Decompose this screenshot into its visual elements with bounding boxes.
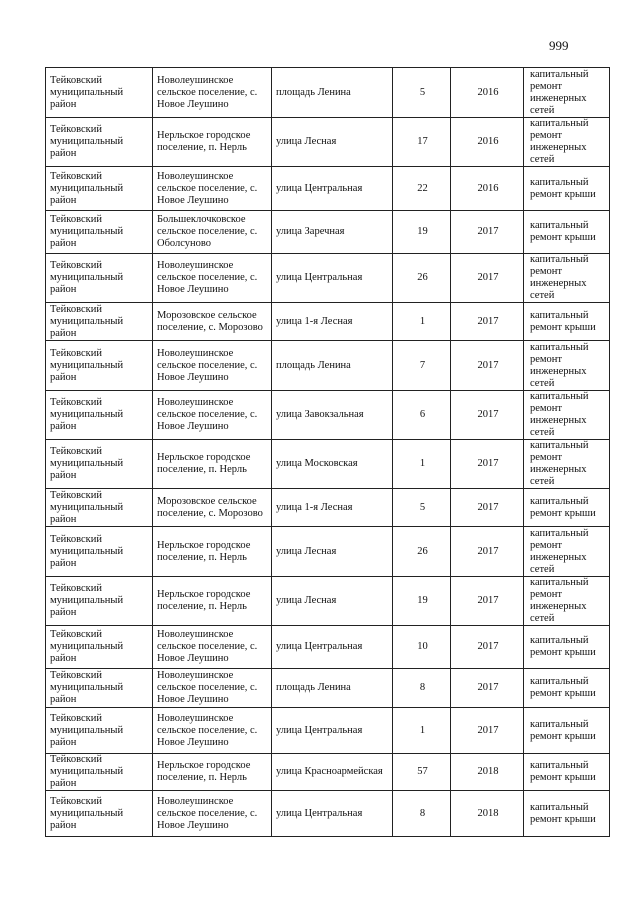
district-cell: Тейковский муниципальный район <box>46 341 153 391</box>
street-cell: улица Центральная <box>272 708 393 754</box>
table-row <box>46 626 610 669</box>
page-number: 999 <box>549 38 569 53</box>
street-cell: улица Лесная <box>272 527 393 577</box>
work-type-cell: капитальный ремонт крыши <box>524 626 610 669</box>
settlement-cell: Новолеушинское сельское поселение, с. Новое Леушино <box>153 669 272 708</box>
year-cell: 2016 <box>451 167 524 211</box>
table-row <box>46 527 610 577</box>
settlement-cell: Новолеушинское сельское поселение, с. Новое Леушино <box>153 341 272 391</box>
district-cell: Тейковский муниципальный район <box>46 626 153 669</box>
table-row <box>46 708 610 754</box>
table-row <box>46 167 610 211</box>
house-number-cell: 1 <box>393 440 451 489</box>
settlement-cell: Нерльское городское поселение, п. Нерль <box>153 577 272 626</box>
house-number-cell: 5 <box>393 489 451 527</box>
house-number-cell: 19 <box>393 577 451 626</box>
year-cell: 2017 <box>451 254 524 303</box>
work-type-cell: капитальный ремонт инженерных сетей <box>524 391 610 440</box>
settlement-cell: Новолеушинское сельское поселение, с. Новое Леушино <box>153 708 272 754</box>
house-number-cell: 8 <box>393 791 451 837</box>
year-cell: 2017 <box>451 391 524 440</box>
work-type-cell: капитальный ремонт инженерных сетей <box>524 577 610 626</box>
house-number-cell: 57 <box>393 754 451 791</box>
settlement-cell: Морозовское сельское поселение, с. Морозово <box>153 489 272 527</box>
settlement-cell: Новолеушинское сельское поселение, с. Новое Леушино <box>153 68 272 118</box>
work-type-cell: капитальный ремонт инженерных сетей <box>524 68 610 118</box>
house-number-cell: 6 <box>393 391 451 440</box>
settlement-cell: Новолеушинское сельское поселение, с. Новое Леушино <box>153 167 272 211</box>
table-row <box>46 489 610 527</box>
work-type-cell: капитальный ремонт инженерных сетей <box>524 527 610 577</box>
house-number-cell: 1 <box>393 303 451 341</box>
district-cell: Тейковский муниципальный район <box>46 754 153 791</box>
housing-repair-table <box>45 67 610 837</box>
district-cell: Тейковский муниципальный район <box>46 527 153 577</box>
street-cell: площадь Ленина <box>272 68 393 118</box>
street-cell: улица Центральная <box>272 167 393 211</box>
table-row <box>46 669 610 708</box>
year-cell: 2017 <box>451 708 524 754</box>
street-cell: площадь Ленина <box>272 669 393 708</box>
district-cell: Тейковский муниципальный район <box>46 68 153 118</box>
house-number-cell: 19 <box>393 211 451 254</box>
street-cell: улица Заречная <box>272 211 393 254</box>
year-cell: 2018 <box>451 754 524 791</box>
settlement-cell: Большеклочковское сельское поселение, с. Оболсуново <box>153 211 272 254</box>
work-type-cell: капитальный ремонт инженерных сетей <box>524 254 610 303</box>
year-cell: 2018 <box>451 791 524 837</box>
year-cell: 2017 <box>451 527 524 577</box>
settlement-cell: Новолеушинское сельское поселение, с. Новое Леушино <box>153 791 272 837</box>
district-cell: Тейковский муниципальный район <box>46 254 153 303</box>
year-cell: 2017 <box>451 577 524 626</box>
house-number-cell: 26 <box>393 254 451 303</box>
settlement-cell: Нерльское городское поселение, п. Нерль <box>153 440 272 489</box>
street-cell: улица 1-я Лесная <box>272 303 393 341</box>
table-row <box>46 391 610 440</box>
street-cell: улица 1-я Лесная <box>272 489 393 527</box>
table-row <box>46 118 610 167</box>
settlement-cell: Новолеушинское сельское поселение, с. Новое Леушино <box>153 626 272 669</box>
district-cell: Тейковский муниципальный район <box>46 391 153 440</box>
district-cell: Тейковский муниципальный район <box>46 669 153 708</box>
district-cell: Тейковский муниципальный район <box>46 791 153 837</box>
street-cell: улица Центральная <box>272 626 393 669</box>
year-cell: 2017 <box>451 303 524 341</box>
work-type-cell: капитальный ремонт инженерных сетей <box>524 118 610 167</box>
settlement-cell: Морозовское сельское поселение, с. Морозово <box>153 303 272 341</box>
table-row <box>46 577 610 626</box>
work-type-cell: капитальный ремонт инженерных сетей <box>524 440 610 489</box>
house-number-cell: 1 <box>393 708 451 754</box>
district-cell: Тейковский муниципальный район <box>46 303 153 341</box>
table-row <box>46 791 610 837</box>
table-row <box>46 211 610 254</box>
street-cell: улица Красноармейская <box>272 754 393 791</box>
district-cell: Тейковский муниципальный район <box>46 440 153 489</box>
street-cell: улица Лесная <box>272 577 393 626</box>
year-cell: 2016 <box>451 68 524 118</box>
house-number-cell: 17 <box>393 118 451 167</box>
house-number-cell: 7 <box>393 341 451 391</box>
table-row <box>46 341 610 391</box>
district-cell: Тейковский муниципальный район <box>46 708 153 754</box>
table-row <box>46 754 610 791</box>
settlement-cell: Новолеушинское сельское поселение, с. Новое Леушино <box>153 391 272 440</box>
table-row <box>46 254 610 303</box>
table-row <box>46 303 610 341</box>
house-number-cell: 8 <box>393 669 451 708</box>
street-cell: улица Московская <box>272 440 393 489</box>
work-type-cell: капитальный ремонт крыши <box>524 211 610 254</box>
year-cell: 2016 <box>451 118 524 167</box>
house-number-cell: 5 <box>393 68 451 118</box>
settlement-cell: Нерльское городское поселение, п. Нерль <box>153 527 272 577</box>
settlement-cell: Новолеушинское сельское поселение, с. Новое Леушино <box>153 254 272 303</box>
year-cell: 2017 <box>451 440 524 489</box>
settlement-cell: Нерльское городское поселение, п. Нерль <box>153 118 272 167</box>
street-cell: улица Центральная <box>272 791 393 837</box>
street-cell: улица Центральная <box>272 254 393 303</box>
house-number-cell: 26 <box>393 527 451 577</box>
work-type-cell: капитальный ремонт инженерных сетей <box>524 341 610 391</box>
year-cell: 2017 <box>451 211 524 254</box>
work-type-cell: капитальный ремонт крыши <box>524 669 610 708</box>
district-cell: Тейковский муниципальный район <box>46 167 153 211</box>
year-cell: 2017 <box>451 669 524 708</box>
district-cell: Тейковский муниципальный район <box>46 577 153 626</box>
work-type-cell: капитальный ремонт крыши <box>524 754 610 791</box>
house-number-cell: 22 <box>393 167 451 211</box>
house-number-cell: 10 <box>393 626 451 669</box>
work-type-cell: капитальный ремонт крыши <box>524 303 610 341</box>
work-type-cell: капитальный ремонт крыши <box>524 489 610 527</box>
table-row <box>46 440 610 489</box>
year-cell: 2017 <box>451 626 524 669</box>
street-cell: улица Лесная <box>272 118 393 167</box>
street-cell: площадь Ленина <box>272 341 393 391</box>
year-cell: 2017 <box>451 341 524 391</box>
work-type-cell: капитальный ремонт крыши <box>524 167 610 211</box>
district-cell: Тейковский муниципальный район <box>46 489 153 527</box>
year-cell: 2017 <box>451 489 524 527</box>
district-cell: Тейковский муниципальный район <box>46 211 153 254</box>
work-type-cell: капитальный ремонт крыши <box>524 708 610 754</box>
table-row <box>46 68 610 118</box>
work-type-cell: капитальный ремонт крыши <box>524 791 610 837</box>
street-cell: улица Завокзальная <box>272 391 393 440</box>
settlement-cell: Нерльское городское поселение, п. Нерль <box>153 754 272 791</box>
district-cell: Тейковский муниципальный район <box>46 118 153 167</box>
